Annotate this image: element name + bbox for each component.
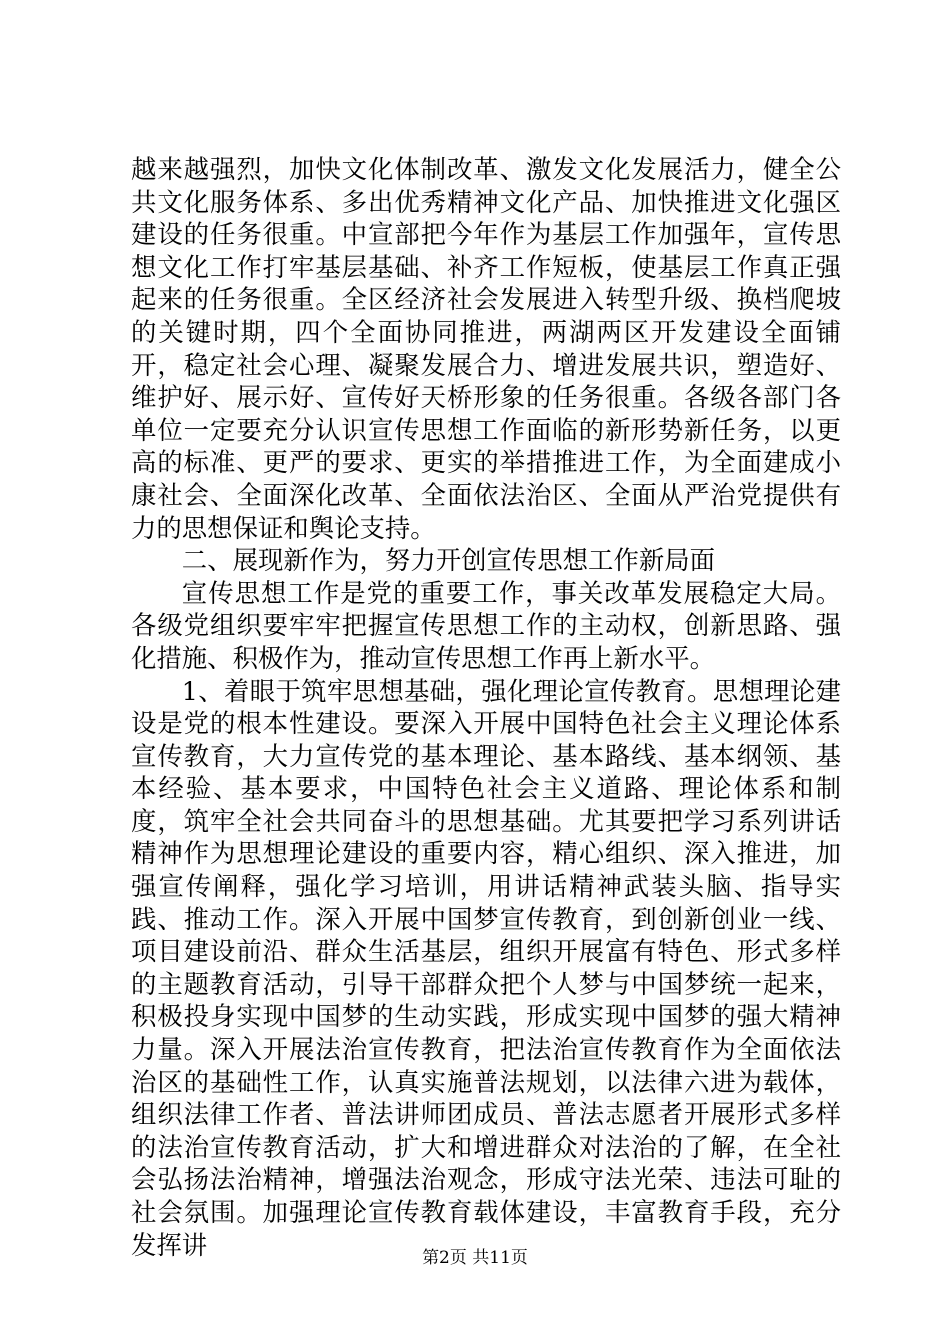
section-heading: 二、展现新作为，努力开创宣传思想工作新局面	[181, 545, 715, 576]
paragraph-item-1: 1、着眼于筑牢思想基础，强化理论宣传教育。思想理论建设是党的根本性建设。要深入开展中国特色社会主义理论体系宣传教育，大力宣传党的基本理论、基本路线、基本纲领、基本经验、基本要求，中国特色社会主义道路、理论体系和制度，筑牢全社会共同奋斗的思想基础。尤其要把学习系列讲话精神作为思想理论建设的重要内容，精心组织、深入推进，加强宣传阐释，强化学习培训，用讲话精神武装头脑、指导实践、推动工作。深入开展中国梦宣传教育，到创新创业一线、项目建设前沿、群众生活基层，组织开展富有特色、形式多样的主题教育活动，引导干部群众把个人梦与中国梦统一起来，积极投身实现中国梦的生动实践，形成实现中国梦的强大精神力量。深入开展法治宣传教育，把法治宣传教育作为全面依法治区的基础性工作，认真实施普法规划，以法律六进为载体，组织法律工作者、普法讲师团成员、普法志愿者开展形式多样的法治宣传教育活动，扩大和增进群众对法治的了解，在全社会弘扬法治精神，增强法治观念，形成守法光荣、违法可耻的社会氛围。加强理论宣传教育载体建设，丰富教育手段，充分发挥讲	[131, 675, 841, 1260]
paragraph-intro: 宣传思想工作是党的重要工作，事关改革发展稳定大局。各级党组织要牢牢把握宣传思想工作的主动权，创新思路、强化措施、积极作为，推动宣传思想工作再上新水平。	[131, 577, 841, 673]
body-text	[131, 153, 841, 1261]
paragraph-continuation: 越来越强烈，加快文化体制改革、激发文化发展活力，健全公共文化服务体系、多出优秀精神文化产品、加快推进文化强区建设的任务很重。中宣部把今年作为基层工作加强年，宣传思想文化工作打牢基层基础、补齐工作短板，使基层工作真正强起来的任务很重。全区经济社会发展进入转型升级、换档爬坡的关键时期，四个全面协同推进，两湖两区开发建设全面铺开，稳定社会心理、凝聚发展合力、增进发展共识，塑造好、维护好、展示好、宣传好天桥形象的任务很重。各级各部门各单位一定要充分认识宣传思想工作面临的新形势新任务，以更高的标准、更严的要求、更实的举措推进工作，为全面建成小康社会、全面深化改革、全面依法治区、全面从严治党提供有力的思想保证和舆论支持。	[131, 154, 841, 543]
page-number-footer: 第2页 共11页	[422, 1248, 528, 1268]
